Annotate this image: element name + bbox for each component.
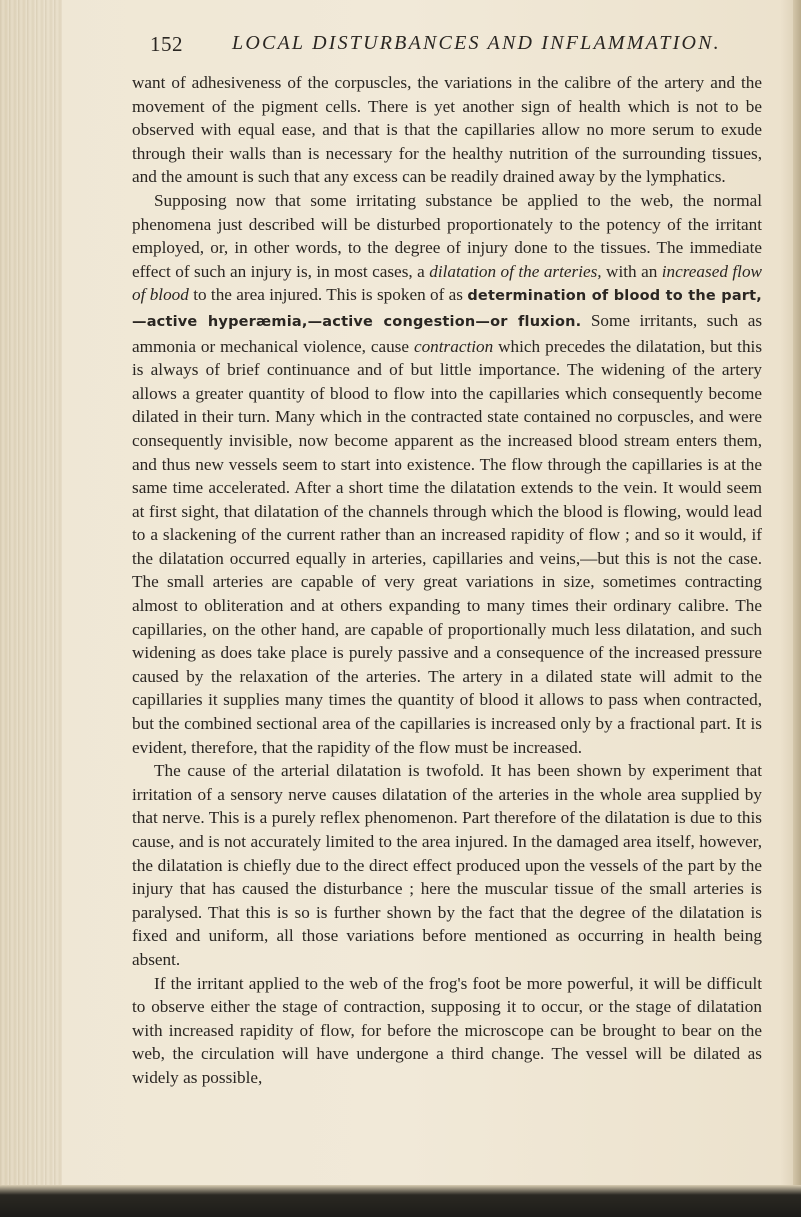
paragraph	[132, 972, 762, 1090]
italic-phrase: dilatation of the arteries,	[429, 261, 602, 281]
text-run: If the irritant applied to the web of the frog's foot be more powerful, it will be difficult to observe either the stage of contraction, supposing it to occur, or the stage of dilatation with increased rapidity of flow, for before the microscope can be brought to bear on the web, the circulation will have undergone a third change. The vessel will be dilated as widely as possible,	[132, 973, 762, 1087]
text-run: to the area injured. This is spoken of as	[188, 285, 468, 305]
page-header	[150, 32, 760, 60]
running-title: LOCAL DISTURBANCES AND INFLAMMATION.	[232, 32, 721, 54]
text-run: Some irritants, such as ammonia or mechanical violence, cause	[132, 310, 763, 356]
text-run: Supposing now that some irritating substance be applied to the web, the normal phenomena just described will be disturbed proportionately to the potency of the irritant employed, or, in other words, to the degree of injury done to the tissues. The immediate effect of such an injury is, in most cases, a	[132, 190, 762, 281]
paragraph	[132, 759, 762, 971]
italic-phrase: increased flow of blood	[132, 261, 762, 305]
page-bottom-shadow	[0, 1185, 801, 1217]
text-run: which precedes the dilatation, but this is always of brief continuance and of but little importance. The widening of the artery allows a greater quantity of blood to flow into the capillaries which consequently become dilated in their turn. Many which in the contracted state contained no corpuscles, and were consequently invisible, now become apparent as the increased blood stream enters them, and thus new vessels seem to start into existence. The flow through the capillaries is at the same time accelerated. After a short time the dilatation extends to the vein. It would seem at first sight, that dilatation of the channels through which the blood is flowing, would lead to a slackening of the current rather than an increased rapidity of flow ; and so it would, if the dilatation occurred equally in arteries, capillaries and veins,—but this is not the case. The small arteries are capable of very great variations in size, sometimes contracting almost to obliteration and at others expanding to many times their ordinary calibre. The capillaries, on the other hand, are capable of proportionally much less dilatation, and such widening as does take place is purely passive and a consequence of the increased pressure caused by the relaxation of the arteries. The artery in a dilated state will admit to the capillaries it supplies many times the quantity of blood it allows to pass when contracted, but the combined sectional area of the capillaries is increased only by a fractional part. It is evident, therefore, that the rapidity of the flow must be increased.	[132, 336, 763, 757]
bold-term: determination of blood to the part,—active hyperæmia,—active congestion—or fluxion.	[132, 288, 762, 330]
text-run: want of adhesiveness of the corpuscles, the variations in the calibre of the artery and the movement of the pigment cells. There is yet another sign of health which is not to be observed with equal ease, and that is that the capillaries allow no more serum to exude through their walls than is necessary for the healthy nutrition of the surrounding tissues, and the amount is such that any excess can be readily drained away by the lymphatics.	[132, 73, 762, 187]
paragraph	[132, 189, 762, 759]
italic-phrase: contraction	[413, 336, 494, 356]
text-run: The cause of the arterial dilatation is twofold. It has been shown by experiment that irritation of a sensory nerve causes dilatation of the arteries in the whole area supplied by that nerve. This is a purely reflex phenomenon. Part therefore of the dilatation is due to this cause, and is not accurately limited to the area injured. In the damaged area itself, however, the dilatation is chiefly due to the direct effect produced upon the vessels of the part by the injury that has caused the disturbance ; here the muscular tissue of the small arteries is paralysed. That this is so is further shown by the fact that the degree of the dilatation is fixed and uniform, all those variations before mentioned as occurring in health being absent.	[132, 761, 762, 969]
paragraph	[132, 71, 762, 189]
body-text	[132, 71, 762, 1090]
page-number: 152	[150, 32, 183, 56]
page-edge	[793, 0, 801, 1217]
binding-gutter	[0, 0, 62, 1217]
text-run: with an	[601, 261, 662, 281]
